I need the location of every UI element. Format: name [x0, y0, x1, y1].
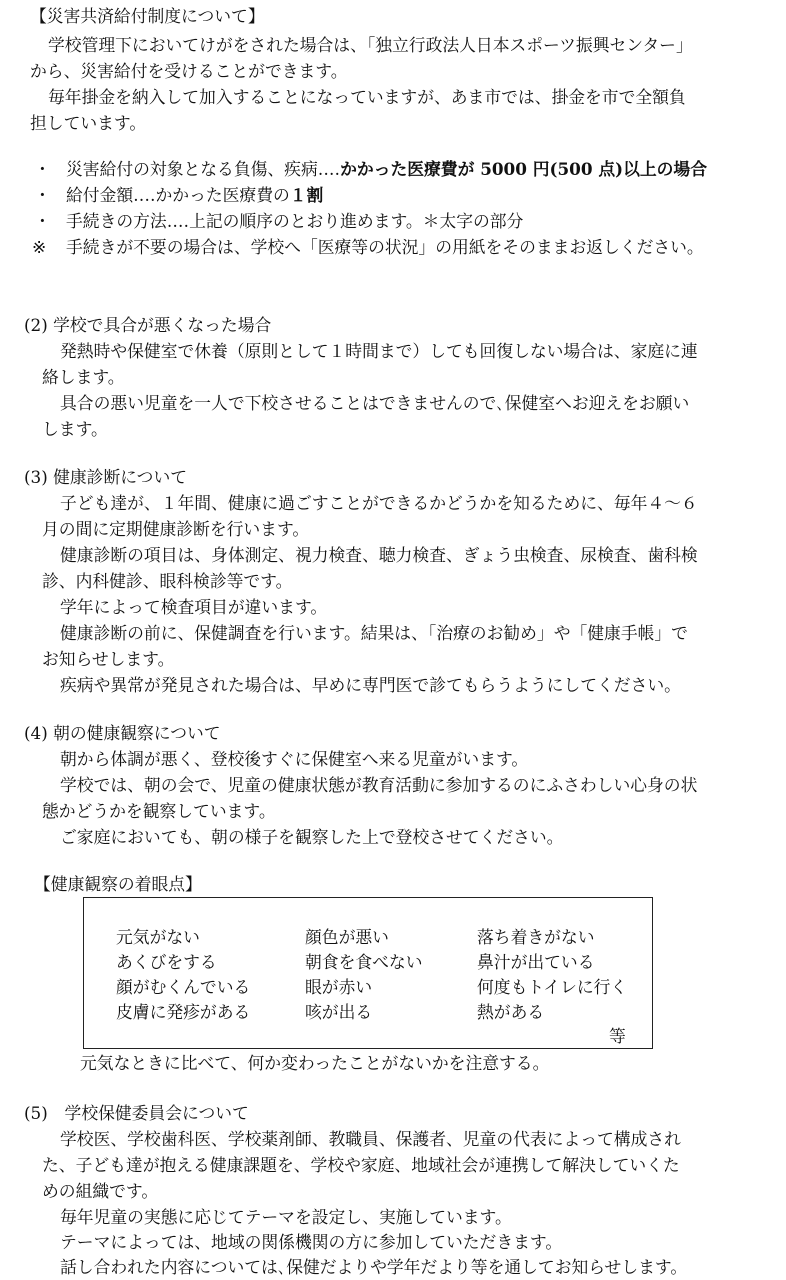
section4-line: 態かどうかを観察しています。 [42, 801, 276, 821]
section4-line: ご家庭においても、朝の様子を観察した上で登校させてください。 [60, 827, 564, 847]
benefit-target-item [66, 157, 707, 181]
observation-item: あくびをする [116, 952, 217, 972]
section3-line: 月の間に定期健康診断を行います。 [42, 519, 310, 539]
benefit-amount-bold: １割 [289, 185, 324, 205]
section2-line: 具合の悪い児童を一人で下校させることはできませんので､保健室へお迎えをお願い [60, 393, 690, 413]
observation-item: 朝食を食べない [305, 952, 423, 972]
section3-line: 健康診断の前に、保健調査を行います。結果は、「治療のお勧め」や「健康手帳」で [60, 623, 688, 643]
section4-line: 朝から体調が悪く、登校後すぐに保健室へ来る児童がいます。 [60, 749, 529, 769]
bullet-mark: ・ [34, 185, 51, 205]
observation-item: 皮膚に発疹がある [116, 1002, 251, 1022]
observation-item: 熱がある [477, 1002, 545, 1022]
mutual-aid-heading: 【災害共済給付制度について】 [30, 6, 265, 26]
section3-line: 疾病や異常が発見された場合は、早めに専門医で診てもらうようにしてください。 [60, 675, 681, 695]
observation-item: 咳が出る [305, 1002, 373, 1022]
mutual-aid-para2-line2: 担しています。 [30, 113, 147, 133]
section3-line: 学年によって検査項目が違います。 [60, 597, 328, 617]
section2-line: 発熱時や保健室で休養（原則として１時間まで）しても回復しない場合は、家庭に連 [60, 341, 698, 361]
section5-line: た、子ども達が抱える健康課題を、学校や家庭、地域社会が連携して解決していくた [42, 1155, 680, 1175]
section5-line: テーマによっては、地域の関係機関の方に参加していただきます。 [60, 1232, 563, 1252]
procedure-note: 手続きが不要の場合は、学校へ「医療等の状況」の用紙をそのままお返しください。 [66, 237, 704, 257]
section4-line: 学校では、朝の会で、児童の健康状態が教育活動に参加するのにふさわしい心身の状 [60, 775, 698, 795]
observation-item: 眼が赤い [305, 977, 373, 997]
observation-item: 鼻汁が出ている [477, 952, 595, 972]
observation-heading: 【健康観察の着眼点】 [34, 874, 202, 894]
section5-line: 毎年児童の実態に応じてテーマを設定し、実施しています。 [60, 1207, 512, 1227]
section3-heading: (3) 健康診断について [24, 467, 188, 487]
section3-line: お知らせします。 [42, 649, 175, 669]
mutual-aid-para1-line1: 学校管理下においてけがをされた場合は、「独立行政法人日本スポーツ振興センター」 [48, 35, 693, 55]
observation-box [83, 897, 653, 1049]
section5-line: 話し合われた内容については､保健だよりや学年だより等を通してお知らせします。 [60, 1257, 688, 1277]
bullet-mark: ・ [34, 159, 51, 179]
mutual-aid-para2-line1: 毎年掛金を納入して加入することになっていますが、あま市では、掛金を市で全額負 [48, 87, 686, 107]
mutual-aid-para1-line2: から、災害給付を受けることができます。 [30, 61, 348, 81]
observation-item: 顔色が悪い [305, 927, 389, 947]
section5-heading: (5) 学校保健委員会について [24, 1103, 249, 1123]
benefit-target-text: 災害給付の対象となる負傷、疾病‥‥ [66, 159, 341, 179]
benefit-amount-text: 給付金額‥‥かかった医療費の [66, 185, 290, 205]
section4-heading: (4) 朝の健康観察について [24, 723, 221, 743]
section3-line: 診、内科健診、眼科検診等です。 [42, 571, 293, 591]
benefit-target-bold: かかった医療費が 5000 円(500 点)以上の場合 [340, 159, 707, 179]
section2-line: 絡します。 [42, 367, 125, 387]
observation-item: 顔がむくんでいる [116, 977, 251, 997]
note-mark: ※ [32, 237, 47, 257]
section2-heading: (2) 学校で具合が悪くなった場合 [24, 315, 272, 335]
section5-line: めの組織です。 [42, 1181, 159, 1201]
procedure-item: 手続きの方法‥‥上記の順序のとおり進めます。＊太字の部分 [66, 211, 524, 231]
section3-line: 子ども達が、１年間、健康に過ごすことができるかどうかを知るために、毎年４～６ [60, 493, 698, 513]
observation-item: 何度もトイレに行く [477, 977, 628, 997]
observation-item: 元気がない [116, 927, 200, 947]
observation-footer: 元気なときに比べて、何か変わったことがないかを注意する。 [80, 1053, 550, 1073]
section5-line: 学校医、学校歯科医、学校薬剤師、教職員、保護者、児童の代表によって構成され [60, 1129, 681, 1149]
observation-etc: 等 [609, 1026, 626, 1046]
benefit-amount-item [66, 183, 323, 207]
observation-item: 落ち着きがない [477, 927, 595, 947]
section3-line: 健康診断の項目は、身体測定、視力検査、聴力検査、ぎょう虫検査、尿検査、歯科検 [60, 545, 698, 565]
section2-line: します。 [42, 419, 108, 439]
bullet-mark: ・ [34, 211, 51, 231]
